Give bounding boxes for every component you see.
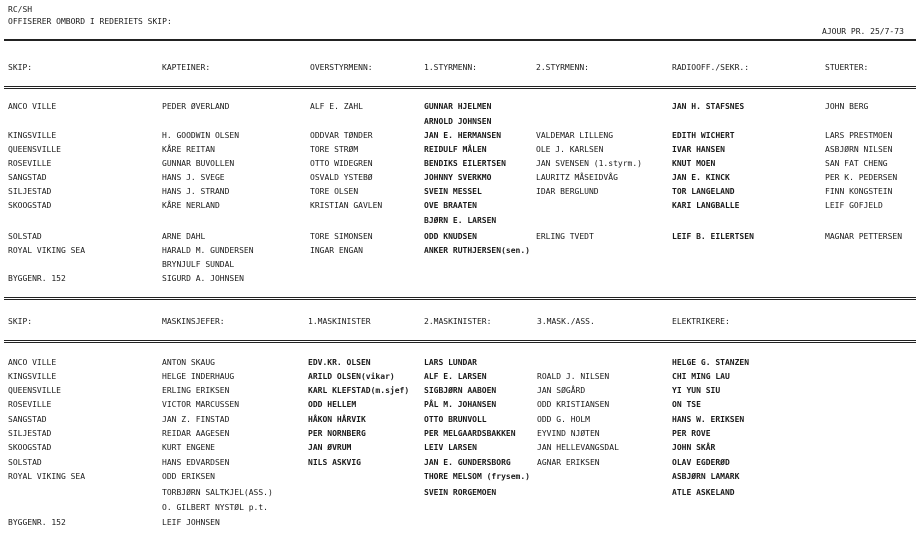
engine-ship-name: ANCO VILLE [8, 358, 57, 367]
engine-officer-name: OLAV EGDERØD [672, 458, 730, 467]
deck-officer-name: OVE BRAATEN [424, 201, 477, 210]
engine-header-rule-2 [4, 342, 916, 343]
engine-ship-name: KINGSVILLE [8, 372, 57, 381]
engine-officer-name: ERLING ERIKSEN [162, 386, 230, 395]
engine-officer-name: ODD HELLEM [308, 400, 357, 409]
engine-officer-name: YI YUN SIU [672, 386, 721, 395]
doc-title: OFFISERER OMBORD I REDERIETS SKIP: [8, 17, 172, 26]
deck-ship-name: BYGGENR. 152 [8, 274, 66, 283]
deck-officer-name: HARALD M. GUNDERSEN [162, 246, 254, 255]
deck-ship-name: SOLSTAD [8, 232, 42, 241]
engine-column-header: 1.MASKINISTER [308, 317, 371, 326]
deck-officer-name: IVAR HANSEN [672, 145, 725, 154]
deck-officer-name: KÅRE NERLAND [162, 201, 220, 210]
engine-officer-name: ODD KRISTIANSEN [537, 400, 610, 409]
engine-officer-name: OTTO BRUNVOLL [424, 415, 487, 424]
deck-officer-name: TORE SIMONSEN [310, 232, 373, 241]
deck-officer-name: KÅRE REITAN [162, 145, 215, 154]
engine-officer-name: LEIV LARSEN [424, 443, 477, 452]
deck-officer-name: ALF E. ZAHL [310, 102, 363, 111]
engine-ship-name: ROSEVILLE [8, 400, 52, 409]
deck-officer-name: H. GOODWIN OLSEN [162, 131, 240, 140]
deck-officer-name: OTTO WIDEGREN [310, 159, 373, 168]
engine-officer-name: ROALD J. NILSEN [537, 372, 610, 381]
engine-officer-name: CHI MING LAU [672, 372, 730, 381]
engine-officer-name: NILS ASKVIG [308, 458, 361, 467]
deck-ship-name: ROSEVILLE [8, 159, 52, 168]
deck-ship-name: ROYAL VIKING SEA [8, 246, 86, 255]
engine-ship-name: QUEENSVILLE [8, 386, 61, 395]
engine-ship-name: SKOOGSTAD [8, 443, 52, 452]
deck-officer-name: KNUT MOEN [672, 159, 716, 168]
deck-officer-name: INGAR ENGAN [310, 246, 363, 255]
deck-column-header: 1.STYRMENN: [424, 63, 477, 72]
engine-officer-name: PER ROVE [672, 429, 711, 438]
engine-officer-name: EYVIND NJØTEN [537, 429, 600, 438]
engine-officer-name: SVEIN RORGEMOEN [424, 488, 497, 497]
deck-officer-name: KARI LANGBALLE [672, 201, 740, 210]
deck-officer-name: OLE J. KARLSEN [536, 145, 604, 154]
deck-column-header: 2.STYRMENN: [536, 63, 589, 72]
deck-officer-name: JAN SVENSEN (1.styrm.) [536, 159, 642, 168]
engine-officer-name: ATLE ASKELAND [672, 488, 735, 497]
engine-officer-name: JAN Z. FINSTAD [162, 415, 230, 424]
deck-officer-name: OSVALD YSTEBØ [310, 173, 373, 182]
engine-officer-name: LARS LUNDAR [424, 358, 477, 367]
deck-officer-name: PER K. PEDERSEN [825, 173, 898, 182]
engine-header-rule [4, 340, 916, 341]
deck-officer-name: ARNOLD JOHNSEN [424, 117, 492, 126]
deck-officer-name: SVEIN MESSEL [424, 187, 482, 196]
engine-ship-name: ROYAL VIKING SEA [8, 472, 86, 481]
engine-officer-name: AGNAR ERIKSEN [537, 458, 600, 467]
deck-column-header: RADIOOFF./SEKR.: [672, 63, 750, 72]
engine-officer-name: HANS EDVARDSEN [162, 458, 230, 467]
ajour-date: AJOUR PR. 25/7-73 [822, 27, 904, 36]
deck-ship-name: ANCO VILLE [8, 102, 57, 111]
engine-officer-name: ANTON SKAUG [162, 358, 215, 367]
engine-officer-name: JAN HELLEVANGSDAL [537, 443, 619, 452]
deck-officer-name: MAGNAR PETTERSEN [825, 232, 903, 241]
engine-officer-name: KURT ENGENE [162, 443, 215, 452]
engine-officer-name: LEIF JOHNSEN [162, 518, 220, 527]
deck-officer-name: JAN E. HERMANSEN [424, 131, 502, 140]
deck-officer-name: ASBJØRN NILSEN [825, 145, 893, 154]
deck-header-rule [4, 86, 916, 87]
engine-officer-name: JAN SØGÅRD [537, 386, 586, 395]
deck-officer-name: BRYNJULF SUNDAL [162, 260, 235, 269]
deck-officer-name: TOR LANGELAND [672, 187, 735, 196]
deck-header-rule-2 [4, 88, 916, 89]
section-divider-rule [4, 297, 916, 298]
engine-officer-name: EDV.KR. OLSEN [308, 358, 371, 367]
deck-ship-name: QUEENSVILLE [8, 145, 61, 154]
deck-officer-name: JAN E. KINCK [672, 173, 730, 182]
section-divider-rule-2 [4, 299, 916, 300]
deck-officer-name: HANS J. STRAND [162, 187, 230, 196]
engine-officer-name: HANS W. ERIKSEN [672, 415, 745, 424]
deck-officer-name: LARS PRESTMOEN [825, 131, 893, 140]
engine-officer-name: KARL KLEFSTAD(m.sjef) [308, 386, 410, 395]
engine-officer-name: ODD G. HOLM [537, 415, 590, 424]
engine-column-header: SKIP: [8, 317, 33, 326]
deck-officer-name: LEIF GOFJELD [825, 201, 883, 210]
deck-column-header: STUERTER: [825, 63, 869, 72]
engine-column-header: 2.MASKINISTER: [424, 317, 492, 326]
deck-officer-name: GUNNAR HJELMEN [424, 102, 492, 111]
deck-officer-name: KRISTIAN GAVLEN [310, 201, 383, 210]
deck-officer-name: ANKER RUTHJERSEN(sen.) [424, 246, 530, 255]
deck-officer-name: ERLING TVEDT [536, 232, 594, 241]
deck-officer-name: ODDVAR TØNDER [310, 131, 373, 140]
deck-officer-name: JOHNNY SVERKMO [424, 173, 492, 182]
deck-officer-name: SIGURD A. JOHNSEN [162, 274, 244, 283]
engine-officer-name: JAN E. GUNDERSBORG [424, 458, 511, 467]
engine-column-header: MASKINSJEFER: [162, 317, 225, 326]
engine-officer-name: ARILD OLSEN(vikar) [308, 372, 395, 381]
deck-officer-name: TORE STRØM [310, 145, 359, 154]
engine-ship-name: BYGGENR. 152 [8, 518, 66, 527]
deck-officer-name: JOHN BERG [825, 102, 869, 111]
deck-officer-name: HANS J. SVEGE [162, 173, 225, 182]
top-rule [4, 39, 916, 41]
deck-officer-name: LAURITZ MÅSEIDVÅG [536, 173, 618, 182]
engine-officer-name: THORE MELSOM (frysem.) [424, 472, 530, 481]
engine-officer-name: TORBJØRN SALTKJEL(ASS.) [162, 488, 273, 497]
deck-officer-name: LEIF B. EILERTSEN [672, 232, 754, 241]
deck-officer-name: ARNE DAHL [162, 232, 206, 241]
engine-officer-name: VICTOR MARCUSSEN [162, 400, 240, 409]
deck-officer-name: BJØRN E. LARSEN [424, 216, 497, 225]
deck-officer-name: IDAR BERGLUND [536, 187, 599, 196]
deck-ship-name: SANGSTAD [8, 173, 47, 182]
deck-officer-name: VALDEMAR LILLENG [536, 131, 614, 140]
deck-column-header: SKIP: [8, 63, 33, 72]
engine-officer-name: PÅL M. JOHANSEN [424, 400, 497, 409]
deck-officer-name: SAN FAT CHENG [825, 159, 888, 168]
deck-ship-name: SKOOGSTAD [8, 201, 52, 210]
engine-officer-name: PER MELGAARDSBAKKEN [424, 429, 516, 438]
engine-officer-name: REIDAR AAGESEN [162, 429, 230, 438]
deck-officer-name: TORE OLSEN [310, 187, 359, 196]
engine-column-header: 3.MASK./ASS. [537, 317, 595, 326]
deck-officer-name: GUNNAR BUVOLLEN [162, 159, 235, 168]
doc-reference: RC/SH [8, 5, 33, 14]
engine-officer-name: HÅKON HÅRVIK [308, 415, 366, 424]
engine-officer-name: HELGE INDERHAUG [162, 372, 235, 381]
engine-officer-name: PER NORNBERG [308, 429, 366, 438]
deck-column-header: KAPTEINER: [162, 63, 211, 72]
deck-officer-name: FINN KONGSTEIN [825, 187, 893, 196]
engine-officer-name: JAN ØVRUM [308, 443, 352, 452]
engine-column-header: ELEKTRIKERE: [672, 317, 730, 326]
engine-officer-name: ON TSE [672, 400, 701, 409]
deck-ship-name: SILJESTAD [8, 187, 52, 196]
engine-officer-name: SIGBJØRN AABOEN [424, 386, 497, 395]
engine-officer-name: ASBJØRN LAMARK [672, 472, 740, 481]
engine-officer-name: JOHN SKÅR [672, 443, 716, 452]
deck-officer-name: EDITH WICHERT [672, 131, 735, 140]
engine-officer-name: ALF E. LARSEN [424, 372, 487, 381]
engine-ship-name: SOLSTAD [8, 458, 42, 467]
engine-ship-name: SANGSTAD [8, 415, 47, 424]
deck-officer-name: BENDIKS EILERTSEN [424, 159, 506, 168]
deck-officer-name: PEDER ØVERLAND [162, 102, 230, 111]
engine-officer-name: O. GILBERT NYSTØL p.t. [162, 503, 268, 512]
deck-officer-name: REIDULF MÅLEN [424, 145, 487, 154]
engine-officer-name: HELGE G. STANZEN [672, 358, 750, 367]
deck-ship-name: KINGSVILLE [8, 131, 57, 140]
engine-officer-name: ODD ERIKSEN [162, 472, 215, 481]
engine-ship-name: SILJESTAD [8, 429, 52, 438]
deck-officer-name: ODD KNUDSEN [424, 232, 477, 241]
deck-column-header: OVERSTYRMENN: [310, 63, 373, 72]
deck-officer-name: JAN H. STAFSNES [672, 102, 745, 111]
